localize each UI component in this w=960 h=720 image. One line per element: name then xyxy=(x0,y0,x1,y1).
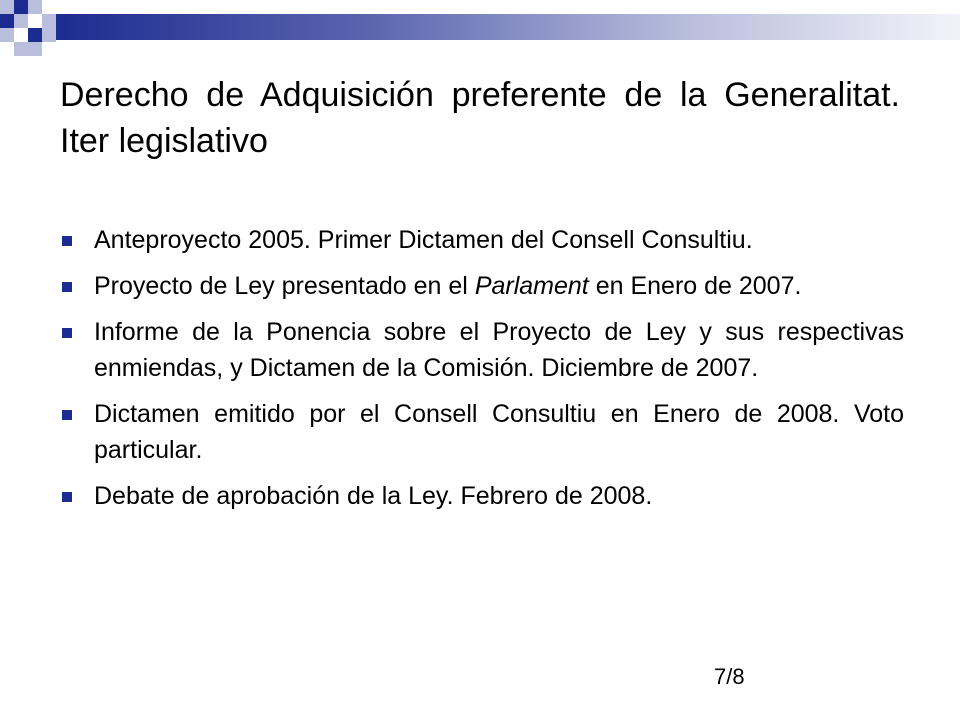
bullet-text-emphasis: Parlament xyxy=(474,272,589,300)
decor-square xyxy=(14,42,28,56)
square-bullet-icon xyxy=(62,492,72,502)
bullet-text: Anteproyecto 2005. Primer Dictamen del Consell Consultiu. xyxy=(94,226,753,254)
decor-square xyxy=(14,28,28,42)
decor-square xyxy=(28,28,42,42)
bullet-list xyxy=(60,222,904,524)
page-number: 7/8 xyxy=(714,664,745,689)
square-bullet-icon xyxy=(62,410,72,420)
bullet-item xyxy=(60,396,904,468)
bullet-text: Proyecto de Ley presentado en el xyxy=(94,272,475,300)
decor-square xyxy=(0,0,14,14)
decor-square xyxy=(14,0,28,14)
square-bullet-icon xyxy=(62,328,72,338)
bullet-text: en Enero de 2007. xyxy=(588,272,802,300)
bullet-text: Debate de aprobación de la Ley. Febrero de 2008. xyxy=(94,482,653,510)
decor-square xyxy=(42,14,56,28)
decor-square xyxy=(0,28,14,42)
bullet-item xyxy=(60,478,904,514)
bullet-text: Informe de la Ponencia sobre el Proyecto de Ley y sus respectivas enmiendas, y Dictamen de la Comisión. Diciembre de 2007. xyxy=(94,318,904,382)
bullet-item xyxy=(60,222,904,258)
square-bullet-icon xyxy=(62,236,72,246)
decor-square xyxy=(28,14,42,28)
slide-title: Derecho de Adquisición preferente de la Generalitat. Iter legislativo xyxy=(60,76,900,160)
decor-square xyxy=(28,42,42,56)
header-decoration xyxy=(0,0,960,56)
square-bullet-icon xyxy=(62,282,72,292)
decor-square xyxy=(0,14,14,28)
decor-square xyxy=(28,0,42,14)
bullet-text: Dictamen emitido por el Consell Consultiu en Enero de 2008. Voto particular. xyxy=(94,400,904,464)
bullet-item xyxy=(60,268,904,304)
decor-square xyxy=(14,14,28,28)
header-gradient-bar xyxy=(56,14,960,40)
bullet-item xyxy=(60,314,904,386)
decor-square xyxy=(42,28,56,42)
decor-square xyxy=(42,0,56,14)
